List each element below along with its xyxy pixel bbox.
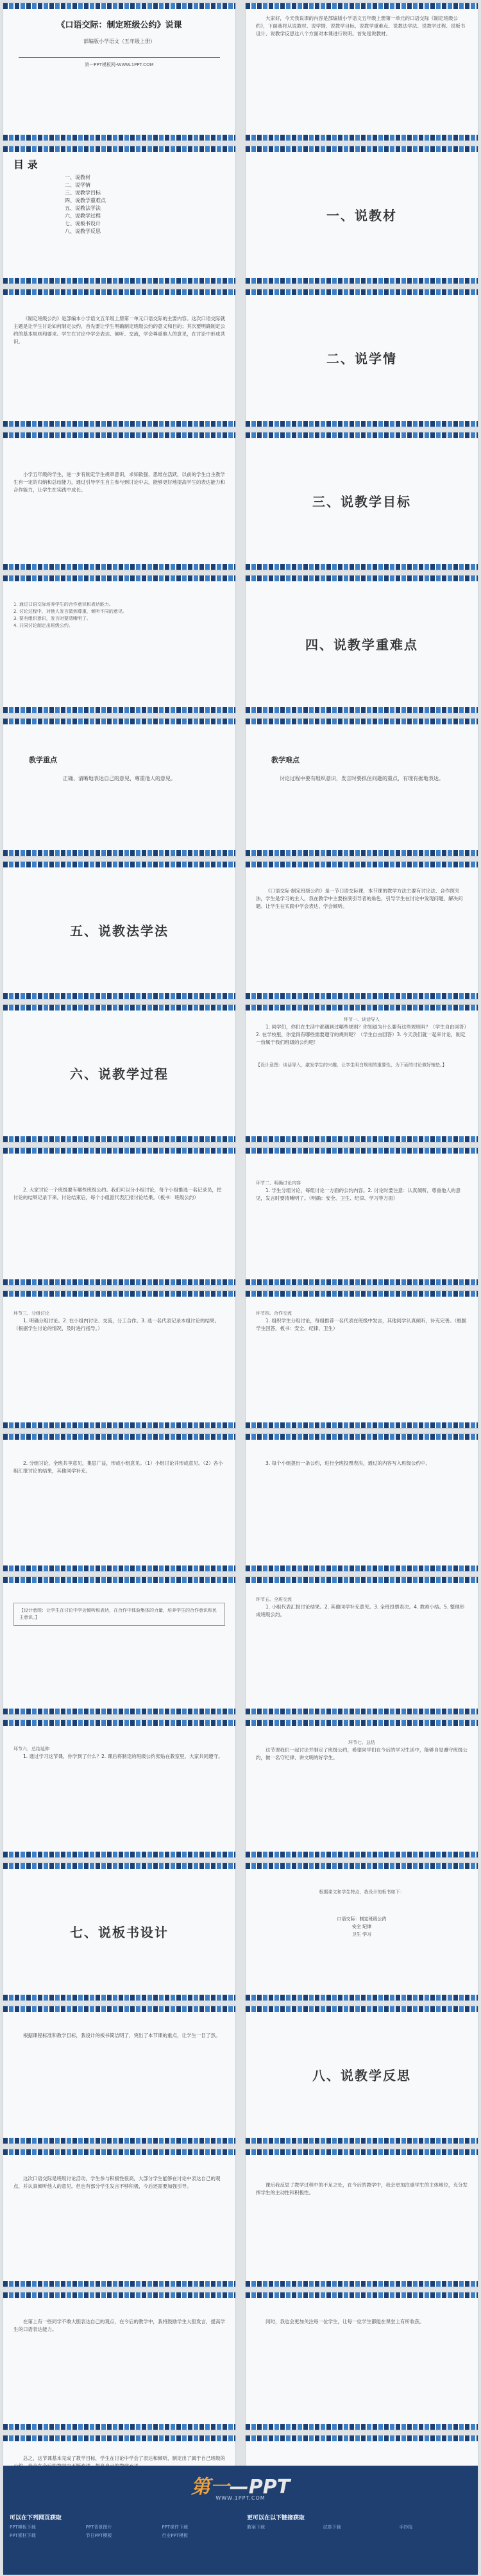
slide-step (246, 1005, 478, 1142)
slide-text (3, 2292, 235, 2430)
slide-objectives (3, 576, 235, 713)
toc-item: 四、说教学重难点 (65, 198, 106, 203)
toc-item: 三、说教学目标 (65, 190, 101, 196)
slide-step (246, 1291, 478, 1428)
body-text: 课后我反思了教学过程中的不足之处，在今后的教学中，我会更加注重学生的主体地位，充分发挥学生的主动性和积极性。 (256, 2182, 468, 2196)
banner-link[interactable]: PPT素材下载 (10, 2533, 36, 2538)
banner-link[interactable]: 手抄报 (399, 2525, 413, 2530)
body-text: 《口语交际·制定班级公约》是一节口语交际课，本节课的教学方法主要有讨论法、合作探究法，学生是学习的主人，我在教学中主要扮演引导者的角色，引导学生在讨论中发现问题、解决问题。让学生在实践中学会表达、学会倾听。 (256, 888, 463, 909)
slide-section-8 (246, 2006, 478, 2144)
slide-text (3, 1434, 235, 1571)
step-text: 1. 同学们，你们在生活中都遇到过哪些规则？你知道为什么要有这些规则吗？（学生自由回答）2. 在学校里，你觉得有哪些需要遵守的规则呢？（学生自由回答）3. 今天我们就一起来讨论，制定一份属于我们班级的公约吧！ (256, 1024, 467, 1045)
body-text: 《制定班级公约》是部编本小学语文五年级上册第一单元口语交际的主要内容。这次口语交际就主题是让学生讨论如何制定公约，首先要让学生明确制定班级公约的意义和目的；其次要明确制定公约的基本规则和要求。学生在讨论中学会表达、倾听、交流，学会尊重他人的意见，在讨论中形成共识。 (13, 316, 225, 345)
key-point-label: 教学重点 (29, 756, 57, 764)
section-heading: 八、说教学反思 (312, 2068, 411, 2083)
banner-link[interactable]: 节日PPT模板 (85, 2533, 112, 2538)
body-text: 小学五年级的学生，进一步有制定学生规章意识，求知欲强，思维在活跃，以前的学生自主教学生有一定的归纳和总结能力，通过引导学生自主参与到讨论中去，能够更好地提高学生的表达能力和合作能力，让学生在实践中成长。 (13, 472, 225, 493)
slide-section-5 (3, 862, 235, 999)
board-intro: 根据课文和学生特点，我设计的板书如下： (319, 1889, 405, 1895)
site-text: 第一PPT模板网-WWW.1PPT.COM (85, 62, 154, 67)
step-title: 环节一、谈话导入 (344, 1017, 380, 1022)
board-line: 卫生 学习 (351, 1932, 372, 1937)
banner-link[interactable]: 行业PPT模板 (162, 2533, 189, 2538)
step-text: 1. 学生分组讨论，每组讨论一方面的公约内容。2. 讨论时要注意：认真倾听，尊重他人的意见，发言时要清晰明了。（明确：安全、卫生、纪律、学习等方面） (256, 1188, 461, 1201)
banner-link[interactable]: PPT背景图片 (85, 2525, 112, 2530)
board-line: 口语交际：制定班级公约 (337, 1916, 387, 1922)
key-point-text: 正确、清晰地表达自己的意见，尊重他人的意见。 (63, 776, 176, 781)
toc-title: 目 录 (13, 158, 38, 171)
section-heading: 五、说教法学法 (70, 923, 169, 939)
step-title: 环节四、合作交流 (256, 1311, 292, 1316)
banner-left-title: 可以在下列网页获取 (10, 2515, 62, 2521)
step-text: 1. 小组代表汇报讨论结果。2. 其他同学补充意见。3. 全班投票表决。4. 教师小结。5. 整理形成班级公约。 (256, 1604, 465, 1617)
slide-step (3, 1720, 235, 1857)
section-heading: 三、说教学目标 (312, 494, 411, 509)
step-text: 1. 组织学生分组讨论，每组推荐一名代表在班级中发言，其他同学认真倾听，补充完善。（根据学生回答，板书：安全、纪律、卫生） (256, 1318, 467, 1331)
body-text: 同时，我也会更加关注每一位学生，让每一位学生都能在课堂上有所收获。 (266, 2319, 425, 2324)
slide-step (246, 1720, 478, 1857)
section-heading: 四、说教学重难点 (305, 637, 418, 653)
step-title: 环节五、全班交流 (256, 1597, 292, 1602)
objective-item: 4. 共同讨论制定出班级公约。 (13, 623, 73, 628)
slide-step (246, 1577, 478, 1714)
body-text: 2. 分组讨论，全班共享意见，集思广益，形成小组意见。（1）小组讨论并形成意见。（2）各小组汇报讨论的结果，其他同学补充。 (13, 1460, 223, 1474)
step-text: 这节课我们一起讨论并制定了班级公约，希望同学们在今后的学习生活中，能够自觉遵守班级公约，做一名守纪律、讲文明的好学生。 (256, 1747, 468, 1761)
design-note: 【设计意图：谈话导入，激发学生的兴趣，让学生明白规则的重要性，为下面的讨论做好铺垫。】 (256, 1062, 447, 1068)
slide-section-2 (246, 289, 478, 427)
slide-text (246, 2292, 478, 2430)
decorative-bar (3, 3, 235, 9)
design-note: 【设计意图：让学生在讨论中学会倾听和表达，在合作中体验集体的力量，培养学生的合作意识和民主意识。】 (13, 1603, 225, 1626)
slide-text (246, 862, 478, 999)
slide-title-text: 《口语交际：制定班级公约》说课 (56, 21, 182, 30)
banner-left-column (10, 2513, 234, 2539)
banner-link[interactable]: 试卷下载 (323, 2525, 341, 2530)
step-title: 环节三、分组讨论 (13, 1311, 49, 1316)
slide-text (3, 1148, 235, 1285)
section-heading: 二、说学情 (326, 351, 397, 366)
site-url: WWW.1PPT.COM (215, 2495, 266, 2501)
step-title: 环节二、明确讨论内容 (256, 1181, 301, 1186)
banner-link[interactable]: 教案下载 (247, 2525, 265, 2530)
slide-title (3, 3, 235, 141)
toc-item: 一、说教材 (65, 175, 90, 180)
banner-link[interactable]: PPT课件下载 (162, 2525, 189, 2530)
site-logo: 第一—PPT (190, 2476, 291, 2498)
board-line: 安全 纪律 (351, 1924, 372, 1929)
body-text: 这次口语交际是班级讨论活动，学生参与积极性很高，大部分学生能够在讨论中表达自己的观点，并认真倾听他人的意见。但也有部分学生发言不够积极，今后还需要加强引导。 (13, 2176, 221, 2189)
slide-text (246, 2149, 478, 2287)
banner-right-column (247, 2513, 471, 2539)
toc-item: 二、说学情 (65, 182, 90, 188)
toc-item: 五、说教法学法 (65, 205, 101, 211)
slide-section-1 (246, 146, 478, 284)
slide-board (246, 1863, 478, 2000)
section-heading: 七、说板书设计 (70, 1925, 169, 1940)
footer-banner (3, 2466, 478, 2575)
divider (19, 57, 220, 58)
slide-text (3, 289, 235, 427)
section-heading: 一、说教材 (326, 208, 397, 223)
board-design (323, 1915, 400, 1938)
slide-text (246, 1434, 478, 1571)
slide-text (3, 432, 235, 570)
body-text: 2. 大家讨论一个班级要有哪些班级公约。我们可以分小组讨论，每个小组推选一名记录员，把讨论的结果记录下来。讨论结束后，每个小组派代表汇报讨论结果。（板书：班级公约） (13, 1187, 222, 1200)
difficult-point-text: 讨论过程中要有组织意识，发言时要抓住问题的重点，有理有据地表达。 (280, 776, 444, 781)
body-text: 总之，这节课基本完成了教学目标，学生在讨论中学会了表达和倾听，制定出了属于自己班级的 (23, 2455, 225, 2461)
toc-list (65, 174, 225, 235)
slide-section-3 (246, 432, 478, 570)
step-text: 1. 明确分组讨论。2. 在小组内讨论、交流，分工合作。3. 选一名代表记录本组讨论的结果。（根据学生讨论的情况，及时进行指导。） (13, 1318, 220, 1331)
body-text: 3. 每个小组提出一条公约，进行全班投票表决，通过的内容写入班级公约中。 (266, 1460, 431, 1466)
banner-right-title: 更可以在以下链接获取 (247, 2515, 305, 2521)
body-text: 在第上有一些同学不敢大胆表达自己的观点，在今后的教学中，我将鼓励学生大胆发言，提高学生的口语表达能力。 (13, 2319, 225, 2332)
slide-intro (246, 3, 478, 141)
body-text: 根据课程标准和教学目标，我设计的板书简洁明了，突出了本节课的重点，让学生一目了然。 (23, 2033, 221, 2038)
objective-item: 2. 讨论过程中，对他人发言做到尊重，倾听不同的意见。 (13, 609, 127, 614)
slide-step (3, 1291, 235, 1428)
slide-text (3, 2006, 235, 2144)
objective-item: 3. 要有组织意识，发言时要清晰明了。 (13, 616, 91, 621)
step-text: 1. 通过学习这节课，你学到了什么？2. 课后将制定的班级公约张贴在教室里，大家共同遵守。 (23, 1753, 223, 1759)
difficult-point-label: 教学难点 (271, 756, 300, 764)
toc-item: 八、说教学反思 (65, 228, 101, 234)
step-title: 环节六、总结延伸 (13, 1746, 49, 1752)
slide-difficult-point (246, 719, 478, 856)
step-title: 环节七、总结 (348, 1740, 375, 1745)
intro-text: 大家好，今天我说课的内容是部编版小学语文五年级上册第一单元的口语交际《制定班级公约》，下面我将从说教材、说学情、说教学目标、说教学重难点、说教法学法、说教学过程、说板书设计、说教学反思这八个方面对本课进行说明。首先是说教材。 (256, 15, 466, 37)
toc-item: 六、说教学过程 (65, 213, 101, 219)
toc-item: 七、说板书设计 (65, 221, 101, 226)
slide-note (3, 1577, 235, 1714)
slide-section-7 (3, 1863, 235, 2000)
section-heading: 六、说教学过程 (70, 1066, 169, 1082)
slide-step (246, 1148, 478, 1285)
decorative-bar (3, 135, 235, 141)
slide-text (3, 2149, 235, 2287)
objective-item: 1. 通过口语交际培养学生的合作意识和表达能力。 (13, 602, 114, 607)
slide-section-6 (3, 1005, 235, 1142)
slide-section-4 (246, 576, 478, 713)
slide-key-point (3, 719, 235, 856)
slide-toc (3, 146, 235, 284)
slide-subtitle: 部编版小学语文（五年级上册） (83, 38, 155, 44)
banner-link[interactable]: PPT模板下载 (10, 2525, 36, 2530)
